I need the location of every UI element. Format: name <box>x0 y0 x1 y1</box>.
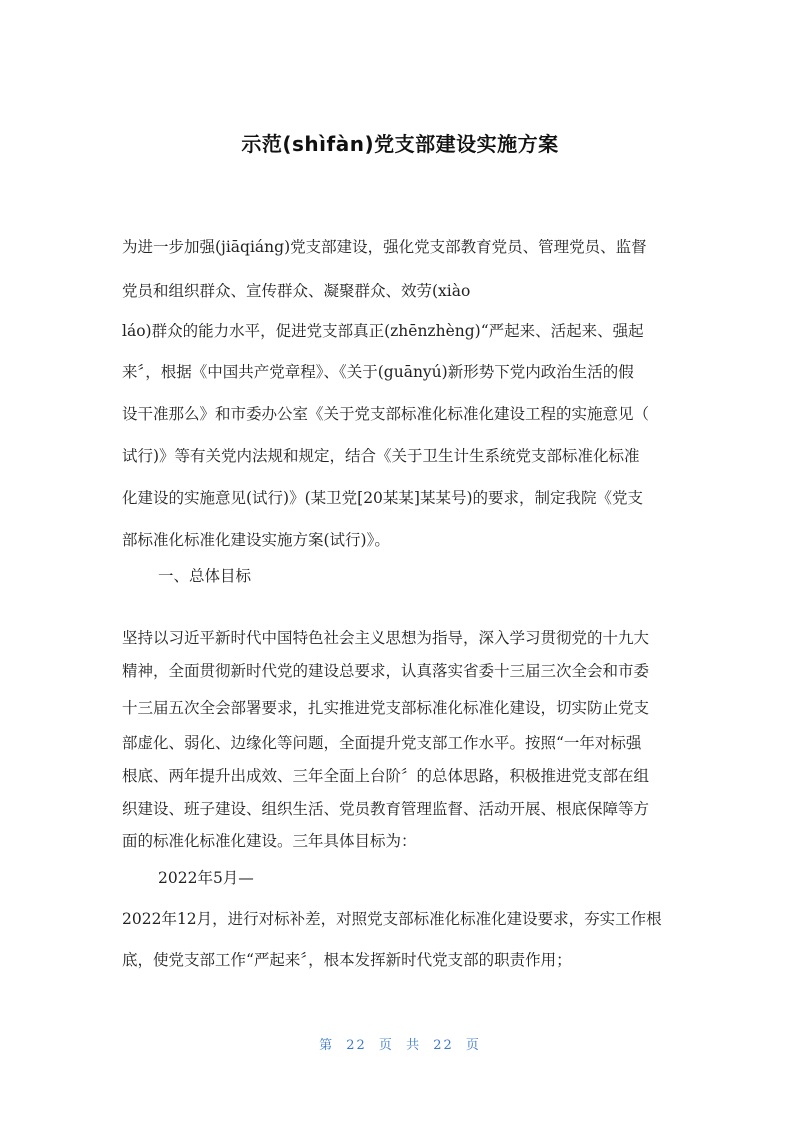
text-line: láo)群众的能力水平，促进党支部真正(zhēnzhèng)“严起来、活起来、强起 <box>122 322 644 340</box>
text-line: 2022年12月，进行对标补差，对照党支部标准化标准化建设要求，夯实工作根 <box>122 910 662 928</box>
text-line: 化建设的实施意见(试行)》(某卫党[20某某]某某号)的要求，制定我院《党支 <box>122 489 644 507</box>
text-line: 底，使党支部工作“严起来〞，根本发挥新时代党支部的职责作用； <box>122 951 572 969</box>
text-line: 根底、两年提升出成效、三年全面上台阶〞的总体思路，积极推进党支部在组 <box>122 767 650 785</box>
text-line: 为进一步加强(jiāqiáng)党支部建设，强化党支部教育党员、管理党员、监督 <box>122 238 647 256</box>
text-line: 面的标准化标准化建设。三年具体目标为： <box>122 832 417 850</box>
page-footer: 第 22 页 共 22 页 <box>319 1038 481 1053</box>
text-line: 部虚化、弱化、边缘化等问题，全面提升党支部工作水平。按照“一年对标强 <box>122 734 642 752</box>
date-line: 2022年5月— <box>158 869 254 887</box>
text-line: 来〞，根据《中国共产党章程》、《关于(guānyú)新形势下党内政治生活的假 <box>122 363 634 381</box>
section-heading: 一、总体目标 <box>158 567 252 585</box>
page-title: 示范(shìfàn)党支部建设实施方案 <box>241 132 559 156</box>
text-line: 党员和组织群众、宣传群众、凝聚群众、效劳(xiào <box>122 282 471 300</box>
text-line: 设干准那么》和市委办公室《关于党支部标准化标准化建设工程的实施意见（ <box>122 405 650 423</box>
text-line: 织建设、班子建设、组织生活、党员教育管理监督、活动开展、根底保障等方 <box>122 800 650 818</box>
text-line: 十三届五次全会部署要求，扎实推进党支部标准化标准化建设，切实防止党支 <box>122 699 650 717</box>
text-line: 试行)》等有关党内法规和规定，结合《关于卫生计生系统党支部标准化标准 <box>122 447 640 465</box>
text-line: 坚持以习近平新时代中国特色社会主义思想为指导，深入学习贯彻党的十九大 <box>122 629 650 647</box>
text-line: 部标准化标准化建设实施方案(试行)》。 <box>122 531 390 549</box>
text-line: 精神，全面贯彻新时代党的建设总要求，认真落实省委十三届三次全会和市委 <box>122 662 650 680</box>
